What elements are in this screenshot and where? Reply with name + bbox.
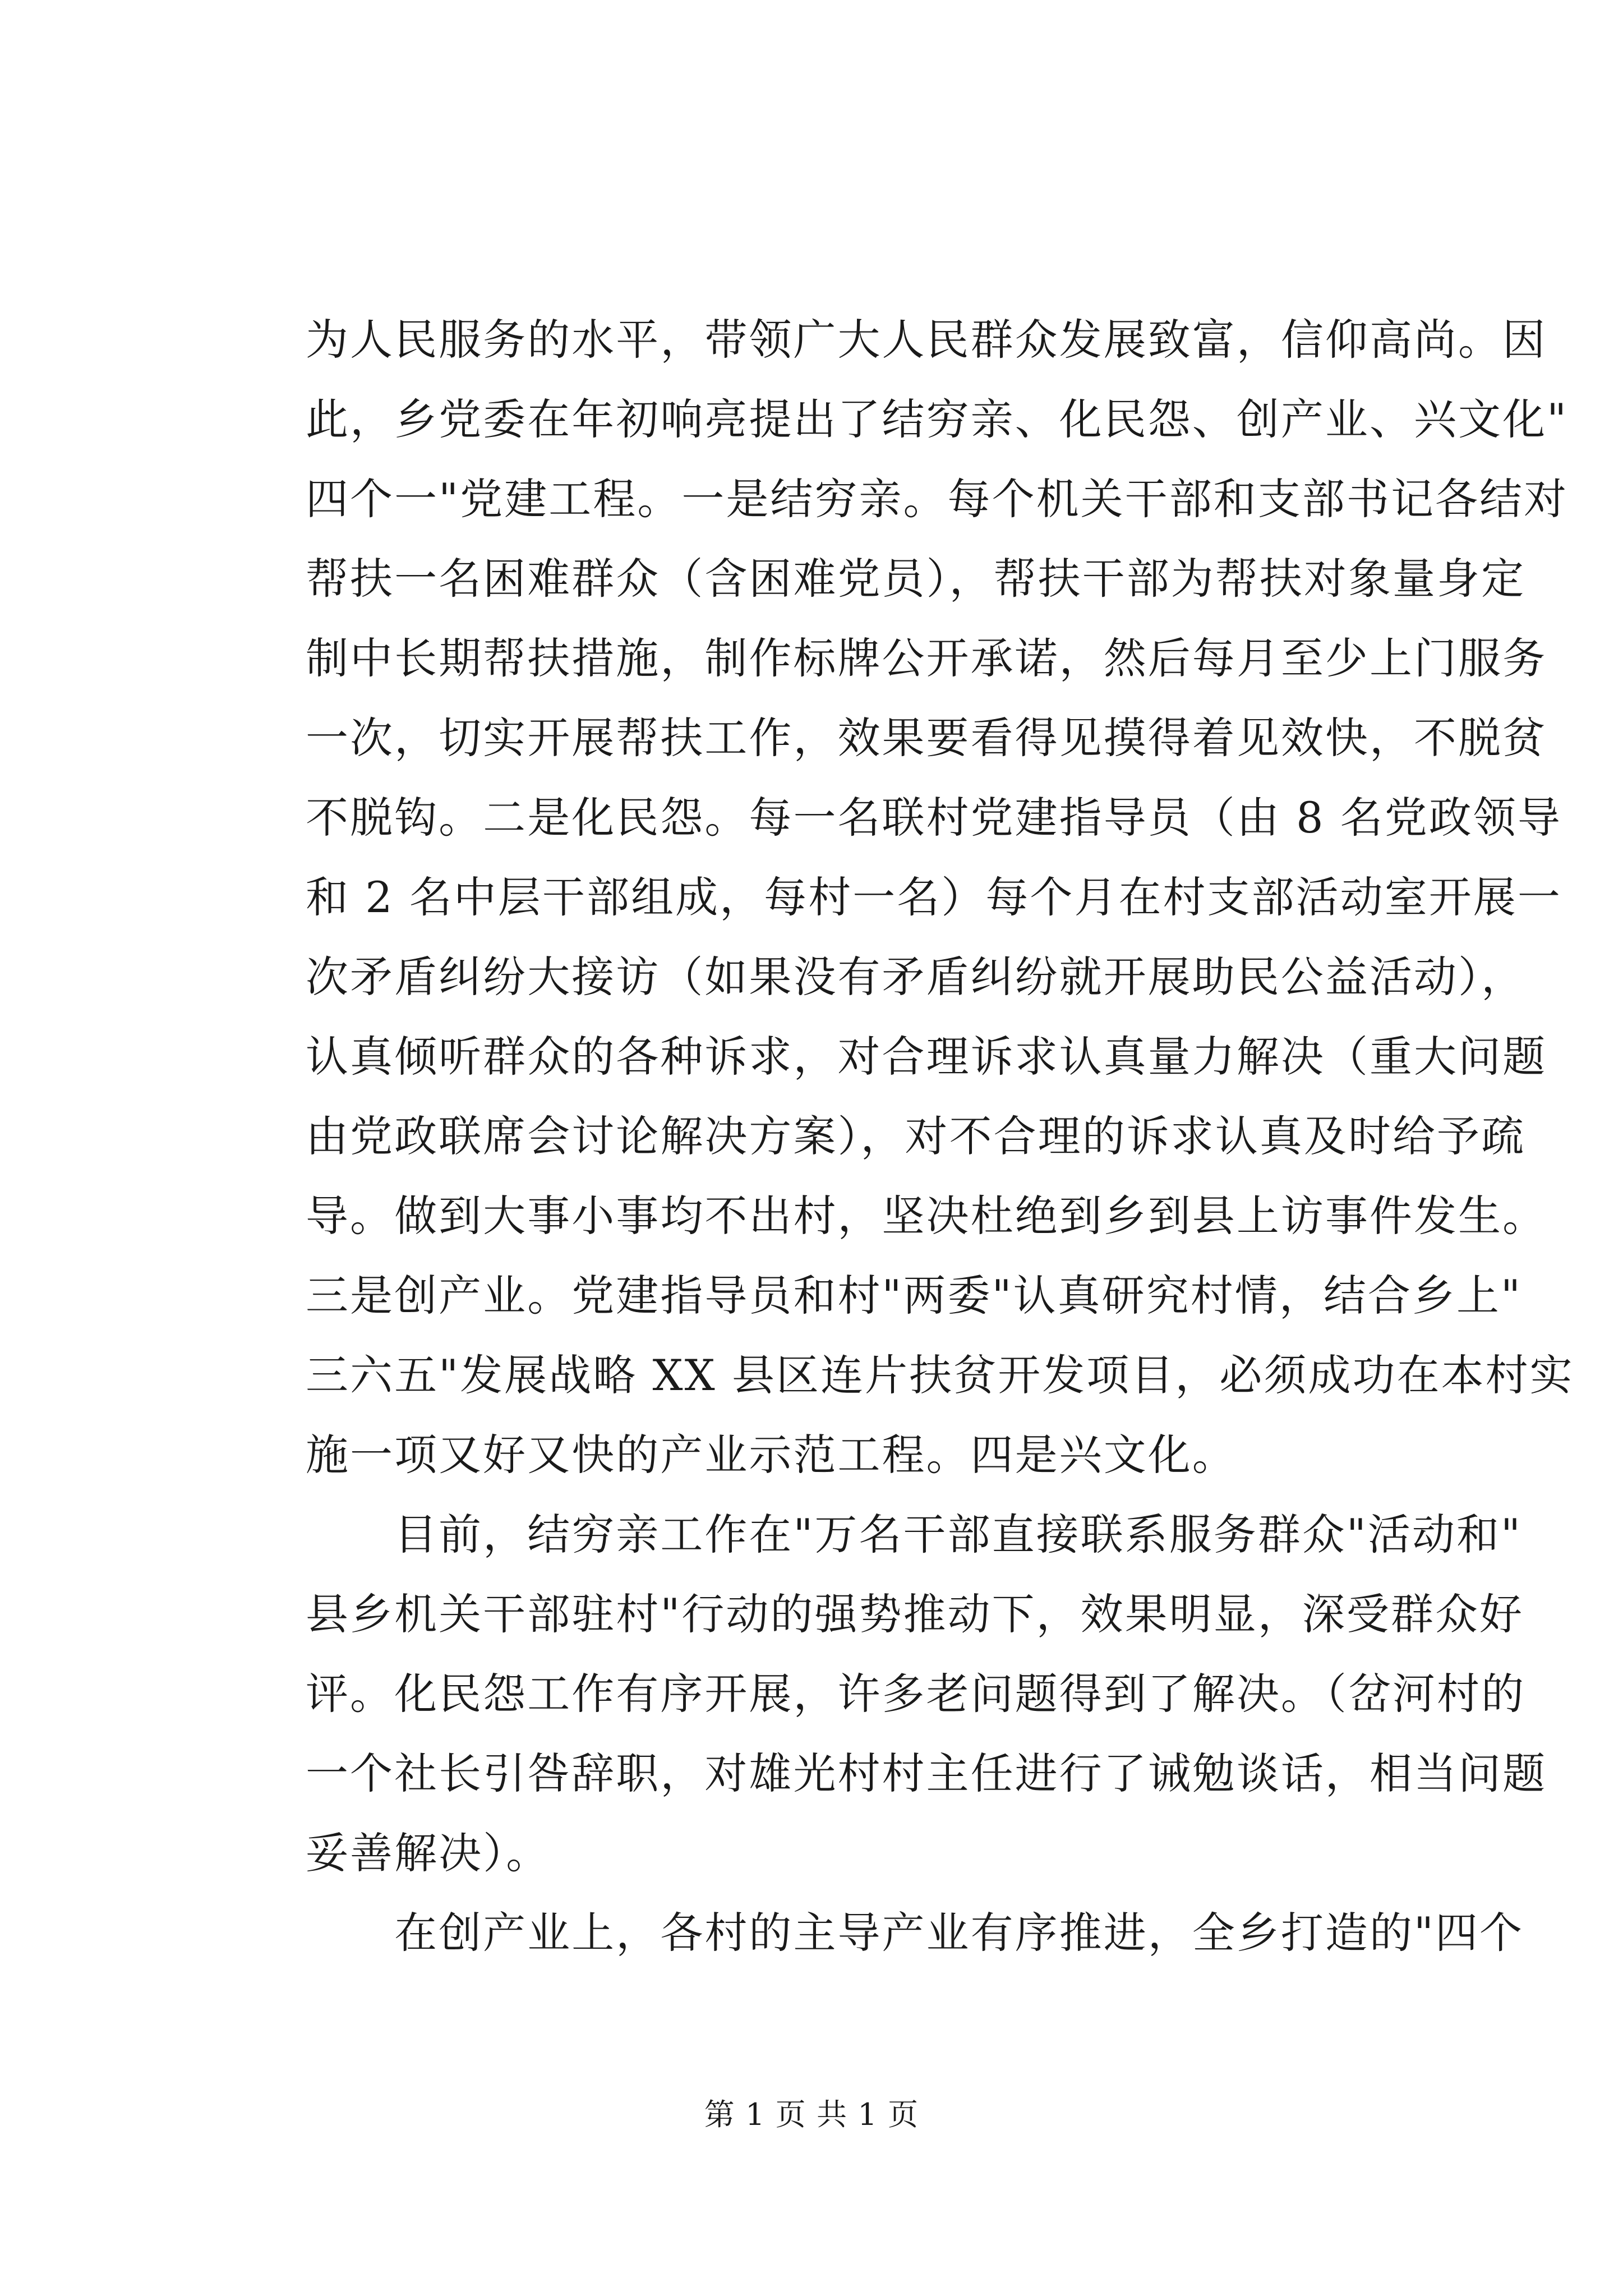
text-line: 次矛盾纠纷大接访（如果没有矛盾纠纷就开展助民公益活动），	[306, 952, 1526, 1002]
text-line: 县乡机关干部驻村"行动的强势推动下，效果明显，深受群众好	[306, 1589, 1524, 1639]
body-text	[306, 300, 1574, 1973]
text-line: 不脱钩。二是化民怨。每一名联村党建指导员（由 8 名党政领导	[306, 793, 1562, 843]
text-line: 导。做到大事小事均不出村，坚决杜绝到乡到县上访事件发生。	[306, 1191, 1547, 1241]
text-line: 妥善解决）。	[306, 1828, 551, 1878]
text-line: 目前，结穷亲工作在"万名干部直接联系服务群众"活动和"	[306, 1510, 1523, 1559]
text-line: 此，乡党委在年初响亮提出了结穷亲、化民怨、创产业、兴文化"	[306, 394, 1569, 444]
text-line: 由党政联席会讨论解决方案），对不合理的诉求认真及时给予疏	[306, 1111, 1526, 1161]
text-line: 三是创产业。党建指导员和村"两委"认真研究村情，结合乡上"	[306, 1271, 1523, 1320]
text-line: 一个社长引咎辞职，对雄光村村主任进行了诫勉谈话，相当问题	[306, 1749, 1547, 1798]
text-line: 在创产业上，各村的主导产业有序推进，全乡打造的"四个	[306, 1908, 1524, 1958]
text-line: 评。化民怨工作有序开展，许多老问题得到了解决。（岔河村的	[306, 1669, 1526, 1719]
text-line: 帮扶一名困难群众（含困难党员），帮扶干部为帮扶对象量身定	[306, 554, 1526, 604]
text-line: 一次，切实开展帮扶工作，效果要看得见摸得着见效快，不脱贫	[306, 713, 1547, 763]
text-line: 和 2 名中层干部组成，每村一名）每个月在村支部活动室开展一	[306, 872, 1562, 922]
text-line: 制中长期帮扶措施，制作标牌公开承诺，然后每月至少上门服务	[306, 633, 1547, 683]
text-line: 四个一"党建工程。一是结穷亲。每个机关干部和支部书记各结对	[306, 474, 1569, 524]
text-line: 为人民服务的水平，带领广大人民群众发展致富，信仰高尚。因	[306, 315, 1547, 365]
text-line: 三六五"发展战略 XX 县区连片扶贫开发项目，必须成功在本村实	[306, 1350, 1574, 1400]
text-line: 施一项又好又快的产业示范工程。四是兴文化。	[306, 1430, 1237, 1480]
text-line: 认真倾听群众的各种诉求，对合理诉求认真量力解决（重大问题	[306, 1032, 1547, 1082]
page-footer: 第 1 页 共 1 页	[704, 2097, 919, 2132]
